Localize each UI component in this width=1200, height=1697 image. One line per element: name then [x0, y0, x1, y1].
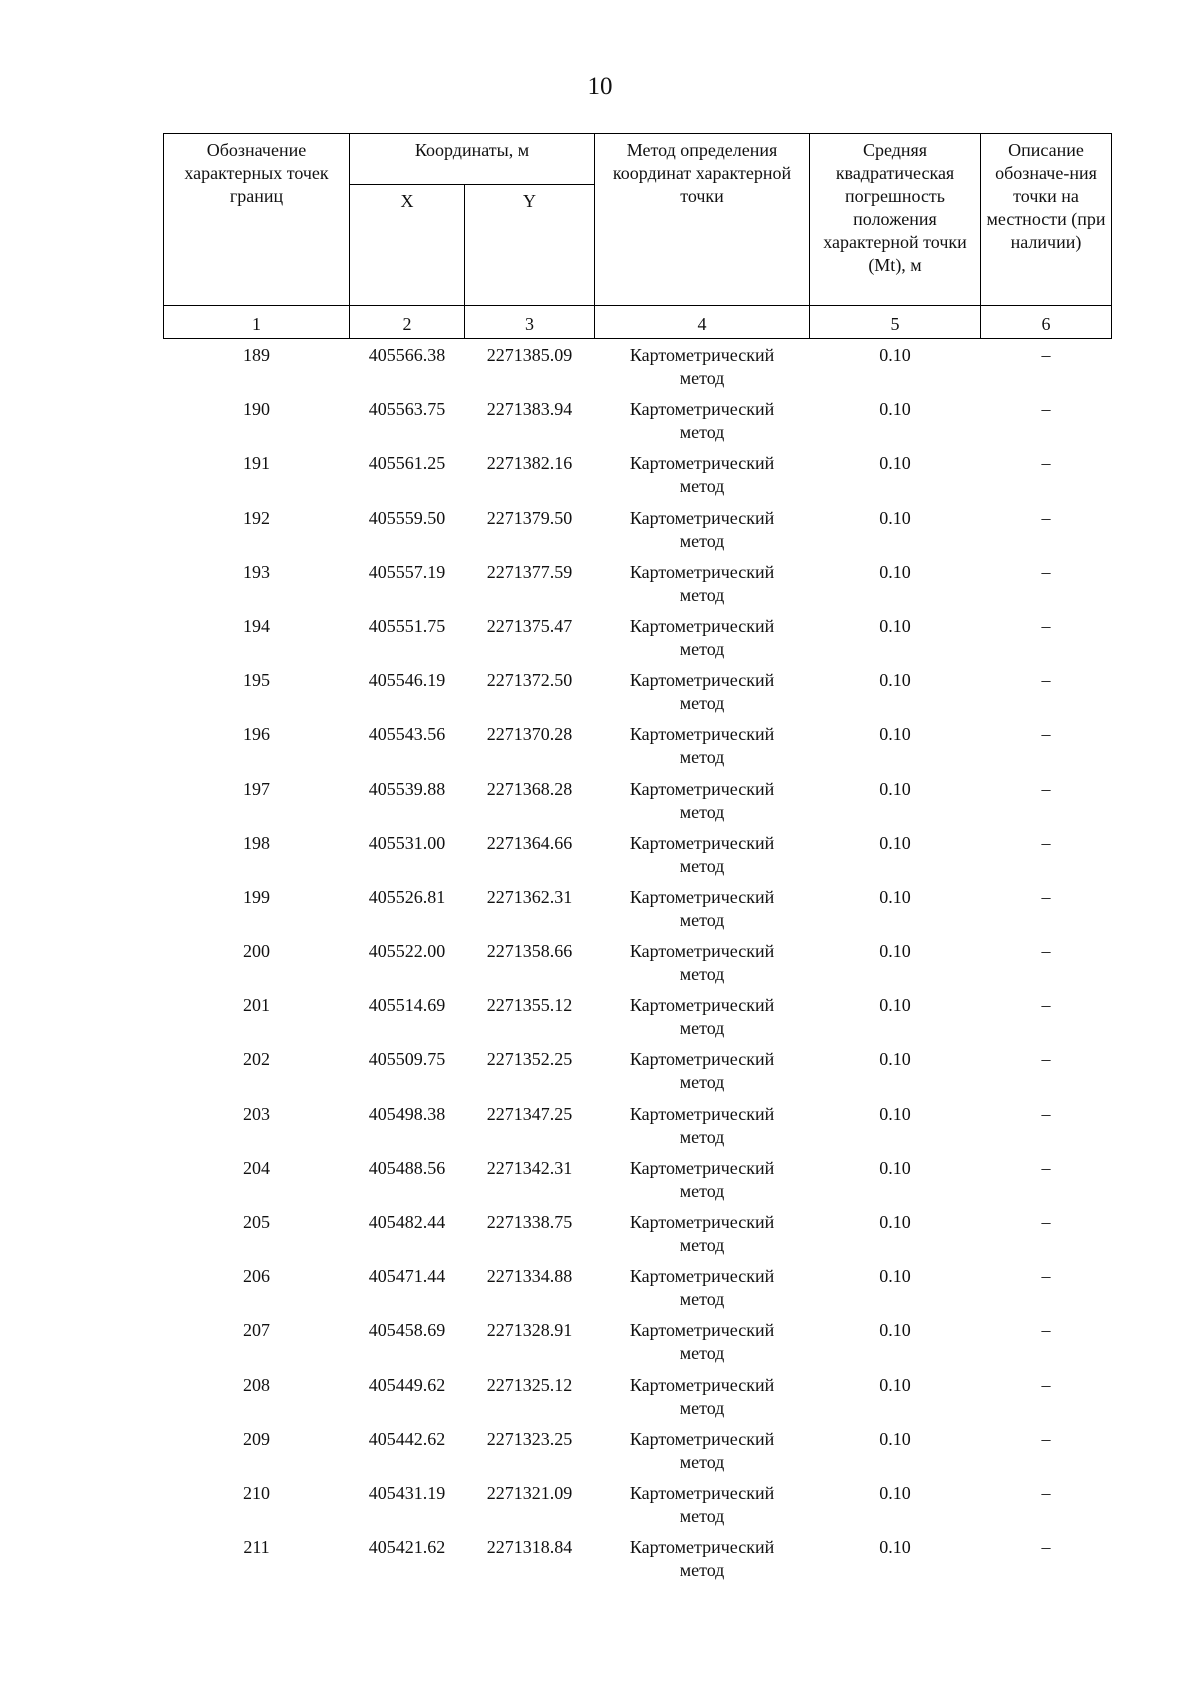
cell-y: 2271385.09 [486, 345, 573, 365]
table-row [164, 1103, 1112, 1157]
cell-x: 405458.69 [368, 1320, 446, 1341]
cell-point: 203 [243, 1103, 270, 1124]
cell-description: – [1041, 1482, 1051, 1503]
cell-mean-error: 0.10 [879, 1374, 911, 1395]
cell-y: 2271368.28 [486, 778, 573, 799]
cell-x: 405561.25 [368, 453, 446, 474]
cell-y: 2271377.59 [486, 561, 573, 582]
column-number-4: 4 [595, 306, 810, 339]
cell-method [595, 339, 810, 399]
cell-mean-error: 0.10 [879, 724, 911, 745]
cell-method [595, 1428, 810, 1482]
cell-point: 198 [243, 832, 270, 853]
cell-mean-error: 0.10 [879, 941, 911, 962]
cell-y: 2271364.66 [486, 832, 573, 853]
method-text: Картометрический метод [629, 399, 775, 443]
cell-description: – [1041, 399, 1051, 420]
table-row [164, 1482, 1112, 1536]
cell-x: 405488.56 [368, 1157, 446, 1178]
cell-y: 2271372.50 [486, 670, 573, 691]
cell-point: 194 [243, 615, 270, 636]
cell-point: 190 [243, 399, 270, 420]
table-row [164, 1428, 1112, 1482]
cell-mean-error: 0.10 [879, 453, 911, 474]
header-point-designation: Обозначение характерных точек границ [164, 134, 350, 306]
cell-y: 2271362.31 [486, 886, 573, 907]
cell-mean-error: 0.10 [879, 345, 911, 365]
cell-point: 201 [243, 995, 270, 1016]
cell-y: 2271318.84 [486, 1537, 573, 1558]
cell-description: – [1041, 1212, 1051, 1232]
cell-x: 405563.75 [368, 399, 446, 420]
cell-description: – [1041, 832, 1051, 853]
cell-mean-error: 0.10 [879, 670, 911, 691]
cell-point: 195 [243, 670, 270, 691]
cell-x: 405421.62 [368, 1537, 446, 1558]
table-row [164, 507, 1112, 561]
cell-mean-error: 0.10 [879, 1157, 911, 1178]
boundary-points-table [163, 133, 1112, 1590]
cell-method [595, 615, 810, 669]
cell-point: 207 [243, 1320, 270, 1341]
cell-method [595, 561, 810, 615]
cell-x: 405539.88 [368, 778, 446, 799]
column-number-6: 6 [981, 306, 1112, 339]
table-row [164, 994, 1112, 1048]
cell-x: 405514.69 [368, 995, 446, 1016]
cell-description: – [1041, 1103, 1051, 1124]
header-description: Описание обозначе-ния точки на местности (при наличии) [981, 134, 1112, 306]
table-row [164, 1536, 1112, 1590]
cell-method [595, 398, 810, 452]
method-text: Картометрический метод [629, 345, 775, 388]
table-row [164, 1048, 1112, 1102]
cell-mean-error: 0.10 [879, 1103, 911, 1124]
cell-x: 405546.19 [368, 670, 446, 691]
cell-method [595, 886, 810, 940]
method-text: Картометрический метод [629, 670, 775, 714]
cell-method [595, 507, 810, 561]
cell-point: 196 [243, 724, 270, 745]
cell-mean-error: 0.10 [879, 1212, 911, 1232]
page-number: 10 [587, 73, 613, 100]
cell-x: 405471.44 [368, 1266, 446, 1287]
cell-y: 2271352.25 [486, 1049, 573, 1070]
cell-x: 405543.56 [368, 724, 446, 745]
cell-method [595, 1482, 810, 1536]
table-body [164, 339, 1112, 1591]
cell-description: – [1041, 1157, 1051, 1178]
method-text: Картометрический метод [629, 453, 775, 497]
cell-description: – [1041, 561, 1051, 582]
column-number-5: 5 [810, 306, 981, 339]
cell-point: 204 [243, 1157, 270, 1178]
column-number-2: 2 [350, 306, 465, 339]
table-row [164, 561, 1112, 615]
cell-y: 2271325.12 [486, 1374, 573, 1395]
cell-point: 191 [243, 453, 270, 474]
cell-method [595, 1319, 810, 1373]
table-row [164, 615, 1112, 669]
cell-description: – [1041, 941, 1051, 962]
header-column-numbers [164, 306, 1112, 339]
cell-description: – [1041, 453, 1051, 474]
cell-description: – [1041, 724, 1051, 745]
cell-x: 405559.50 [368, 507, 446, 528]
table-row [164, 1319, 1112, 1373]
method-text: Картометрический метод [629, 995, 775, 1039]
table-row [164, 452, 1112, 506]
cell-mean-error: 0.10 [879, 1266, 911, 1287]
method-text: Картометрический метод [629, 1320, 775, 1364]
column-number-3: 3 [465, 306, 595, 339]
cell-mean-error: 0.10 [879, 995, 911, 1016]
header-coordinates: Координаты, м [350, 134, 595, 185]
method-text: Картометрический метод [629, 886, 775, 930]
cell-x: 405498.38 [368, 1103, 446, 1124]
table-row [164, 1265, 1112, 1319]
cell-point: 197 [243, 778, 270, 799]
table-row [164, 778, 1112, 832]
method-text: Картометрический метод [629, 615, 775, 659]
column-number-1: 1 [164, 306, 350, 339]
table-row [164, 1211, 1112, 1265]
table-row [164, 940, 1112, 994]
cell-point: 202 [243, 1049, 270, 1070]
header-x: X [350, 185, 465, 306]
cell-y: 2271383.94 [486, 399, 573, 420]
header-method: Метод определения координат характерной точки [595, 134, 810, 306]
cell-description: – [1041, 345, 1051, 365]
cell-y: 2271338.75 [486, 1212, 573, 1232]
header-y: Y [465, 185, 595, 306]
cell-method [595, 1265, 810, 1319]
cell-description: – [1041, 615, 1051, 636]
cell-point: 205 [243, 1212, 270, 1232]
cell-method [595, 669, 810, 723]
method-text: Картометрический метод [629, 832, 775, 876]
cell-method [595, 940, 810, 994]
cell-description: – [1041, 1320, 1051, 1341]
cell-mean-error: 0.10 [879, 615, 911, 636]
table-row [164, 1157, 1112, 1211]
table-row [164, 832, 1112, 886]
cell-point: 192 [243, 507, 270, 528]
cell-x: 405449.62 [368, 1374, 446, 1395]
cell-x: 405442.62 [368, 1428, 446, 1449]
table-row [164, 886, 1112, 940]
cell-x: 405482.44 [368, 1212, 446, 1232]
method-text: Картометрический метод [629, 1049, 775, 1093]
cell-y: 2271342.31 [486, 1157, 573, 1178]
cell-mean-error: 0.10 [879, 561, 911, 582]
method-text: Картометрический метод [629, 1212, 775, 1255]
cell-method [595, 1157, 810, 1211]
cell-mean-error: 0.10 [879, 1537, 911, 1558]
table-row [164, 398, 1112, 452]
cell-x: 405522.00 [368, 941, 446, 962]
cell-mean-error: 0.10 [879, 507, 911, 528]
cell-y: 2271328.91 [486, 1320, 573, 1341]
cell-y: 2271355.12 [486, 995, 573, 1016]
cell-method [595, 778, 810, 832]
cell-point: 189 [243, 345, 270, 365]
cell-x: 405509.75 [368, 1049, 446, 1070]
method-text: Картометрический метод [629, 507, 775, 551]
cell-method [595, 1374, 810, 1428]
cell-method [595, 1103, 810, 1157]
cell-y: 2271382.16 [486, 453, 573, 474]
cell-method [595, 1211, 810, 1265]
cell-y: 2271334.88 [486, 1266, 573, 1287]
method-text: Картометрический метод [629, 1537, 775, 1581]
cell-description: – [1041, 670, 1051, 691]
cell-description: – [1041, 778, 1051, 799]
method-text: Картометрический метод [629, 1157, 775, 1201]
cell-point: 206 [243, 1266, 270, 1287]
method-text: Картометрический метод [629, 1428, 775, 1472]
cell-x: 405557.19 [368, 561, 446, 582]
cell-description: – [1041, 1428, 1051, 1449]
cell-description: – [1041, 1537, 1051, 1558]
cell-point: 208 [243, 1374, 270, 1395]
cell-method [595, 832, 810, 886]
method-text: Картометрический метод [629, 1103, 775, 1147]
cell-mean-error: 0.10 [879, 1482, 911, 1503]
method-text: Картометрический метод [629, 1266, 775, 1310]
cell-description: – [1041, 507, 1051, 528]
table-row [164, 669, 1112, 723]
method-text: Картометрический метод [629, 1482, 775, 1526]
cell-description: – [1041, 1266, 1051, 1287]
cell-y: 2271323.25 [486, 1428, 573, 1449]
cell-y: 2271370.28 [486, 724, 573, 745]
header-mean-error: Средняя квадратическая погрешность положения характерной точки (Mt), м [810, 134, 981, 306]
cell-y: 2271347.25 [486, 1103, 573, 1124]
cell-point: 209 [243, 1428, 270, 1449]
cell-method [595, 994, 810, 1048]
cell-description: – [1041, 886, 1051, 907]
method-text: Картометрический метод [629, 778, 775, 822]
cell-x: 405566.38 [368, 345, 446, 365]
method-text: Картометрический метод [629, 724, 775, 768]
cell-x: 405531.00 [368, 832, 446, 853]
cell-method [595, 1048, 810, 1102]
cell-method [595, 1536, 810, 1590]
cell-point: 199 [243, 886, 270, 907]
cell-method [595, 452, 810, 506]
cell-description: – [1041, 1374, 1051, 1395]
cell-point: 210 [243, 1482, 270, 1503]
table-row [164, 1374, 1112, 1428]
cell-mean-error: 0.10 [879, 886, 911, 907]
cell-y: 2271379.50 [486, 507, 573, 528]
cell-mean-error: 0.10 [879, 1428, 911, 1449]
cell-x: 405551.75 [368, 615, 446, 636]
cell-mean-error: 0.10 [879, 1049, 911, 1070]
cell-mean-error: 0.10 [879, 1320, 911, 1341]
method-text: Картометрический метод [629, 561, 775, 605]
cell-point: 193 [243, 561, 270, 582]
cell-x: 405431.19 [368, 1482, 446, 1503]
cell-y: 2271375.47 [486, 615, 573, 636]
table-header [164, 134, 1112, 339]
cell-description: – [1041, 1049, 1051, 1070]
cell-point: 211 [243, 1537, 270, 1558]
method-text: Картометрический метод [629, 1374, 775, 1418]
cell-x: 405526.81 [368, 886, 446, 907]
method-text: Картометрический метод [629, 941, 775, 985]
cell-mean-error: 0.10 [879, 832, 911, 853]
table-row [164, 723, 1112, 777]
cell-y: 2271321.09 [486, 1482, 573, 1503]
cell-point: 200 [243, 941, 270, 962]
cell-description: – [1041, 995, 1051, 1016]
cell-mean-error: 0.10 [879, 399, 911, 420]
cell-method [595, 723, 810, 777]
table-row [164, 339, 1112, 399]
cell-mean-error: 0.10 [879, 778, 911, 799]
cell-y: 2271358.66 [486, 941, 573, 962]
